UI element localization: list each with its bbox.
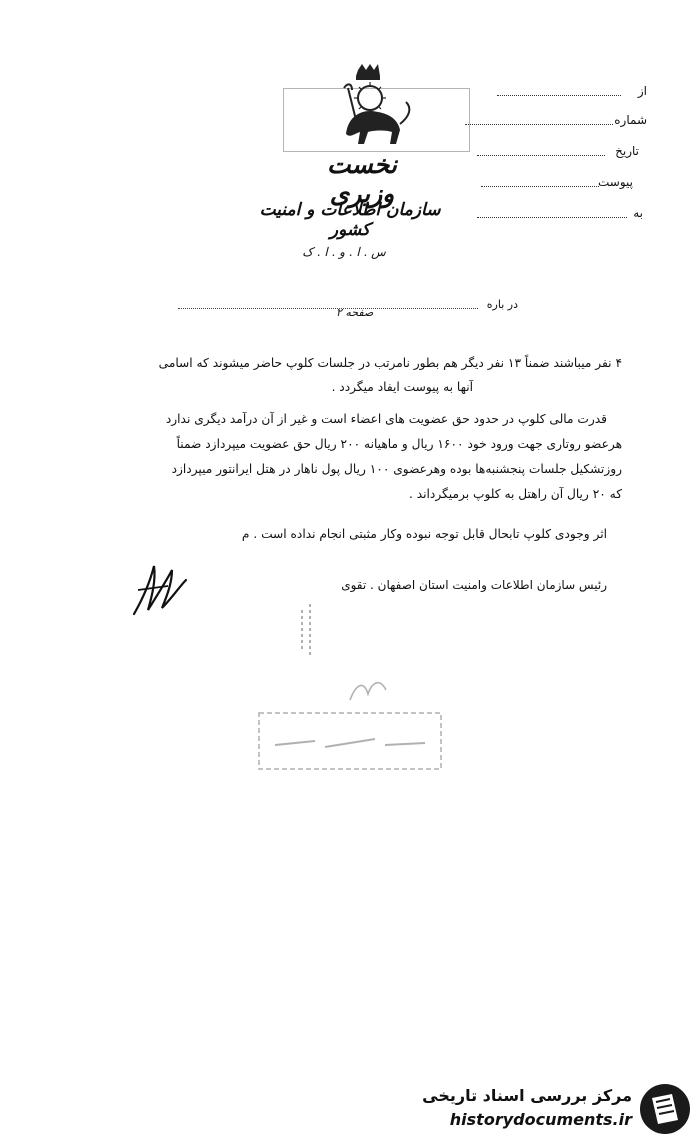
archive-logo-icon [638, 1082, 692, 1136]
body-line: هرعضو روتاری جهت ورود خود ۱۶۰۰ ریال و ماهیانه ۲۰۰ ریال حق عضویت میپردازد ضمناً [176, 437, 622, 451]
handwritten-signature-icon [128, 560, 198, 620]
body-line: قدرت مالی کلوپ در حدود حق عضویت های اعضاء است و غیر از آن درآمد دیگری ندارد [165, 412, 607, 426]
header-field-label: از [637, 84, 647, 98]
header-field-to [633, 206, 643, 220]
body-line: روزتشکیل جلسات پنجشنبه‌ها بوده وهرعضوی ۱۰۰ ریال پول ناهار در هتل ایرانتور میپردازد [171, 462, 622, 476]
subject-dotted-line [178, 308, 478, 309]
body-line: ۴ نفر میباشند ضمناً ۱۳ نفر دیگر هم بطور نامرتب در جلسات کلوپ حاضر میشوند که اسامی [158, 356, 622, 370]
header-field-from [638, 84, 647, 98]
header-field-label: تاریخ [615, 144, 639, 158]
archive-footer [410, 1080, 692, 1140]
agency-code: س . ا . و . ا . ک [302, 245, 386, 259]
archive-url[interactable]: historydocuments.ir [449, 1110, 632, 1129]
header-field-date [615, 144, 639, 158]
body-line: که ۲۰ ریال آن راهتل به کلوپ برمیگرداند . [408, 487, 622, 501]
signature-line: رئیس سازمان اطلاعات وامنیت استان اصفهان . تقوی [341, 578, 607, 592]
faint-mark-icon [280, 600, 340, 660]
faint-initials-icon [340, 670, 400, 710]
agency-title: سازمان اطلاعات و امنیت کشور [259, 200, 441, 240]
header-field-attachment [598, 175, 633, 189]
header-field-number [614, 113, 647, 127]
header-field-label: به [633, 206, 643, 220]
page-number: صفحه ۲ [336, 306, 374, 319]
body-line: آنها به پیوست ایفاد میگردد . [331, 380, 473, 394]
ministry-title: نخست وزیری [327, 150, 397, 208]
header-field-label: شماره [614, 113, 647, 127]
lion-and-sun-emblem-icon [318, 64, 418, 154]
body-line: اثر وجودی کلوپ تابحال قابل توجه نبوده وکار مثبتی انجام نداده است . م [241, 527, 607, 541]
archive-name: مرکز بررسی اسناد تاریخی [422, 1086, 632, 1105]
header-field-label: پیوست [598, 175, 633, 189]
subject-label: در باره [486, 298, 518, 311]
faint-stamp-icon [255, 705, 445, 775]
